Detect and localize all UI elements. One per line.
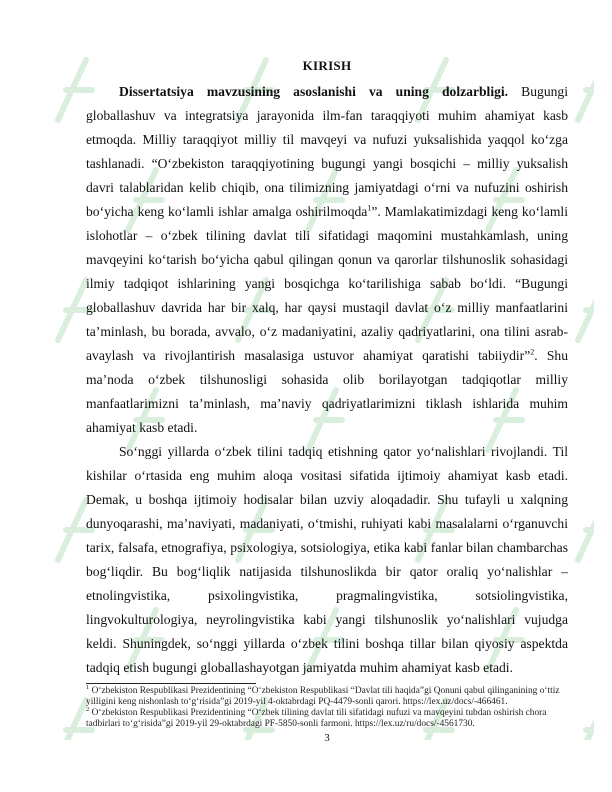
footnote-mark-2: 2 xyxy=(86,705,90,713)
paragraph-1-text-b: ”. Mamlakatimizdagi keng ko‘lamli islohotlar – o‘zbek tilining davlat tili sifatidagi maqomini mustahkamlash, uning mavqeyini ko‘tarish bo‘yicha qabul qilingan qonun va qarorlar tilshunoslik sohasidagi ilmiy tadqiqot ishlarining yangi bosqichga ko‘tarilishiga sabab bo‘ldi. “Bugungi globallashuv davrida har bir xalq, har qaysi mustaqil davlat o‘z milliy manfaatlarini ta’minlash, bu borada, avvalo, o‘z madaniyatini, azaliy qadriyatlarini, ona tilini asrab-avaylash va rivojlantirish masalasiga ustuvor ahamiyat qaratishi tabiiydir” xyxy=(86,204,568,363)
page-heading: KIRISH xyxy=(302,58,352,73)
paragraph-lead: Dissertatsiya mavzusining asoslanishi va uning dolzarbligi. xyxy=(119,84,509,99)
paragraph-1-text-a: Bugungi globallashuv va integratsiya jarayonida ilm-fan taraqqiyoti muhim ahamiyat kasb etmoqda. Milliy taraqqiyot milliy til mavqeyi va nufuzi yuksalishida yaqqol ko‘zga tashlanadi. “O‘zbekiston taraqqiyotining bugungi yangi bosqichi – milliy yuksalish davri talablaridan kelib chiqib, ona tilimizning jamiyatdagi o‘rni va nufuzini oshirish bo‘yicha keng ko‘lamli ishlar amalga oshirilmoqda xyxy=(86,84,568,219)
footnote-2 xyxy=(86,705,568,730)
paragraph-2: So‘nggi yillarda o‘zbek tilini tadqiq etishning qator yo‘nalishlari rivojlandi. Til kishilar o‘rtasida eng muhim aloqa vositasi sifatida ijtimoiy ahamiyat kasb etadi. Demak, u boshqa ijtimoiy hodisalar bilan uzviy aloqadadir. Shu tufayli u xalqning dunyoqarashi, ma’naviyati, madaniyati, o‘tmishi, ruhiyati kabi masalalarni o‘rganuvchi tarix, falsafa, etnografiya, psixologiya, sotsiologiya, etika kabi fanlar bilan chambarchas bog‘liqdir. Bu bog‘liqlik natijasida tilshunoslikda bir qator oraliq yo‘nalishlar – etnolingvistika, psixolingvistika, pragmalingvistika, sotsiolingvistika, lingvokulturologiya, neyrolingvistika kabi yangi tilshunoslik yo‘nalishlari vujudga keldi. Shuningdek, so‘nggi yillarda o‘zbek tilini boshqa tillar bilan qiyosiy aspektda tadqiq etish bugungi globallashayotgan jamiyatda muhim ahamiyat kasb etadi. xyxy=(86,444,568,675)
footnote-1-text: O‘zbekiston Respublikasi Prezidentining “O‘zbekiston Respublikasi “Davlat tili haqida”gi Qonuni qabul qilinganining o‘ttiz yilligini keng nishonlash to‘g‘risida”gi 2019-yil 4-oktabrdagi PQ-4479-sonli qarori. https://lex.uz/docs/-466461. xyxy=(86,686,560,707)
footnote-mark-1: 1 xyxy=(86,683,90,691)
page-number: 3 xyxy=(324,732,330,744)
footnote-divider xyxy=(86,683,256,684)
paragraph-1-text-c: . Shu ma’noda o‘zbek tilshunosligi sohasida olib borilayotgan tadqiqotlar milliy manfaatlarimizni ta’minlash, ma’naviy qadriyatlarimizni tiklash ishlarida muhim ahamiyat kasb etadi. xyxy=(86,348,568,435)
watermark-stroke xyxy=(578,500,594,560)
footnote-ref-1[interactable]: 1 xyxy=(367,203,372,213)
watermark-stroke xyxy=(578,60,594,120)
footnote-1 xyxy=(86,683,568,708)
footnote-2-text: O‘zbekiston Respublikasi Prezidentining “O‘zbek tilining davlat tili sifatidagi nufuzi va mavqeyini tubdan oshirish chora tadbirlari to‘g‘risida”gi 2019-yil 29-oktabrdagi PF-5850-sonli farmoni. https://lex.uz/ru/docs/-4561730. xyxy=(86,708,547,729)
watermark-stroke xyxy=(578,280,594,340)
main-content xyxy=(86,58,568,744)
footnote-ref-2[interactable]: 2 xyxy=(530,347,535,357)
watermark-stroke xyxy=(578,700,594,740)
paragraph-1 xyxy=(86,80,568,440)
